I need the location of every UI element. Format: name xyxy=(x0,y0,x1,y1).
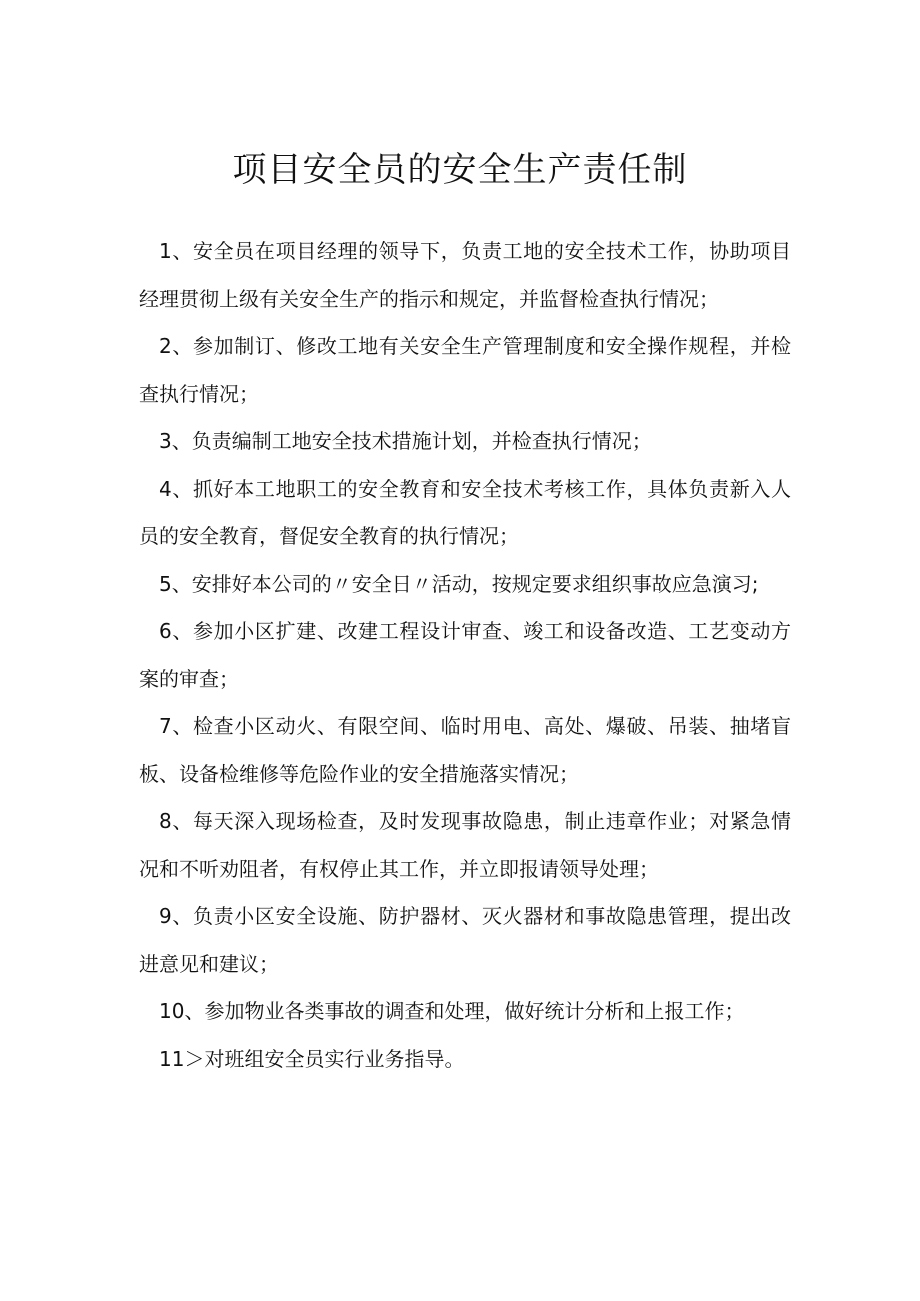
responsibility-item-2: 2、参加制订、修改工地有关安全生产管理制度和安全操作规程，并检查执行情况； xyxy=(139,334,791,406)
responsibility-item-4: 4、抓好本工地职工的安全教育和安全技术考核工作，具体负责新入人员的安全教育，督促安全教育的执行情况； xyxy=(139,476,791,548)
responsibility-item-8: 8、每天深入现场检查，及时发现事故隐患，制止违章作业；对紧急情况和不听劝阻者，有权停止其工作，并立即报请领导处理； xyxy=(139,809,791,881)
document-body xyxy=(139,228,791,1083)
responsibility-item-11: 11＞对班组安全员实行业务指导。 xyxy=(159,1046,465,1071)
responsibility-item-1: 1、安全员在项目经理的领导下，负责工地的安全技术工作，协助项目经理贯彻上级有关安全生产的指示和规定，并监督检查执行情况； xyxy=(139,239,791,311)
responsibility-item-6: 6、参加小区扩建、改建工程设计审查、竣工和设备改造、工艺变动方案的审查； xyxy=(139,619,791,691)
responsibility-item-3: 3、负责编制工地安全技术措施计划，并检查执行情况； xyxy=(159,429,652,453)
responsibility-item-5: 5、安排好本公司的〃安全日〃活动，按规定要求组织事故应急演习; xyxy=(159,571,759,596)
responsibility-item-7: 7、检查小区动火、有限空间、临时用电、高处、爆破、吊装、抽堵盲板、设备检维修等危险作业的安全措施落实情况； xyxy=(139,714,791,786)
responsibility-item-9: 9、负责小区安全设施、防护器材、灭火器材和事故隐患管理，提出改进意见和建议； xyxy=(139,904,791,976)
document-title: 项目安全员的安全生产责任制 xyxy=(232,150,688,190)
responsibility-item-10: 10、参加物业各类事故的调查和处理，做好统计分析和上报工作； xyxy=(159,999,745,1023)
